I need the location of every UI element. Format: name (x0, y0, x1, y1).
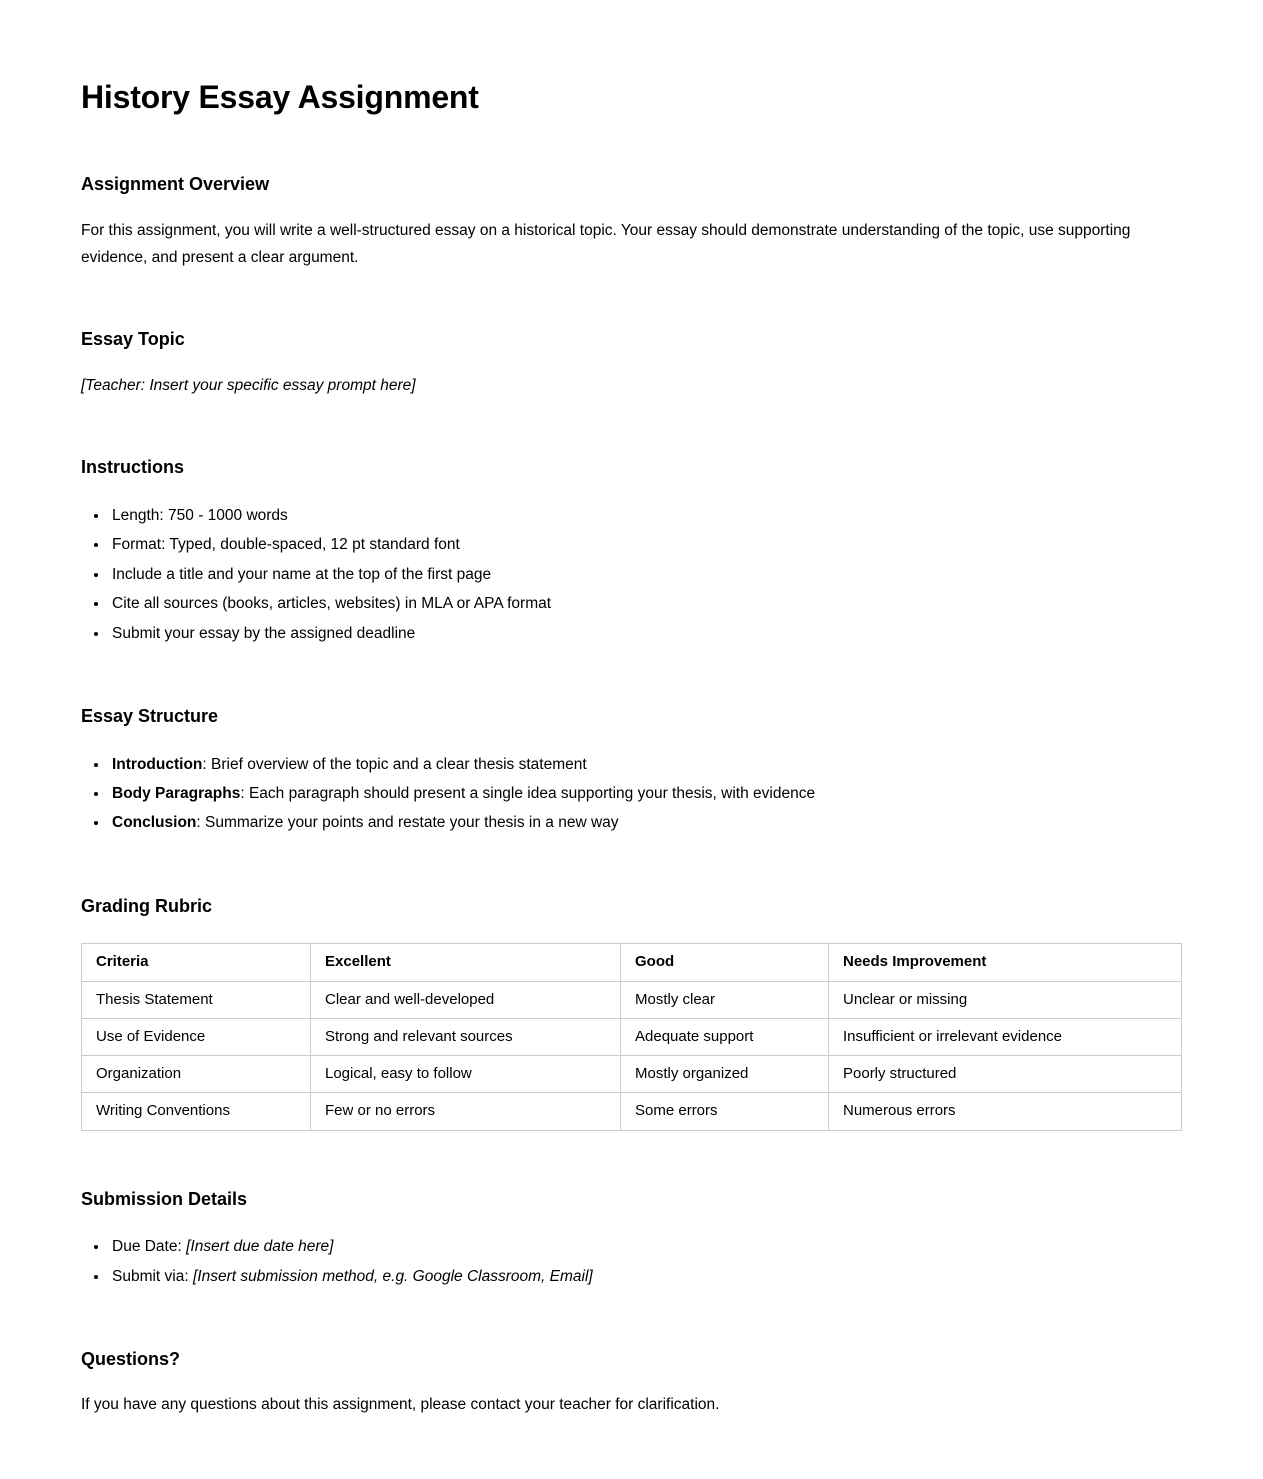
instructions-list (81, 501, 1181, 648)
list-item-text: : Brief overview of the topic and a clear thesis statement (202, 755, 587, 773)
questions-paragraph: If you have any questions about this assignment, please contact your teacher for clarification. (81, 1396, 720, 1414)
list-item-label: Submit via: (112, 1267, 193, 1285)
table-row (82, 1056, 1182, 1093)
section-heading-assignment-overview: Assignment Overview (81, 174, 270, 195)
column-header-needs-improvement: Needs Improvement (829, 944, 1182, 981)
cell-criteria: Thesis Statement (82, 981, 311, 1018)
list-item-value: [Insert submission method, e.g. Google Classroom, Email] (192, 1267, 593, 1285)
cell-needs-improvement: Poorly structured (829, 1056, 1182, 1093)
cell-needs-improvement: Insufficient or irrelevant evidence (829, 1018, 1182, 1055)
list-item-label: Due Date: (112, 1238, 187, 1256)
cell-excellent: Clear and well-developed (311, 981, 621, 1018)
list-item (109, 779, 1181, 808)
submission-details-list (81, 1232, 1181, 1291)
table-row (82, 981, 1182, 1018)
section-heading-essay-topic: Essay Topic (81, 329, 185, 350)
section-heading-grading-rubric: Grading Rubric (81, 895, 213, 916)
essay-structure-list (81, 750, 1181, 838)
column-header-good: Good (621, 944, 829, 981)
assignment-overview-paragraph: For this assignment, you will write a well-structured essay on a historical topic. Your essay should demonstrate understanding of the topic, use supporting evidence, and present a clear argument. (81, 221, 1131, 266)
cell-good: Some errors (621, 1093, 829, 1130)
column-header-criteria: Criteria (82, 944, 311, 981)
column-header-excellent: Excellent (311, 944, 621, 981)
list-item (109, 808, 1181, 837)
cell-criteria: Writing Conventions (82, 1093, 311, 1130)
cell-criteria: Organization (82, 1056, 311, 1093)
list-item-label: Conclusion (112, 814, 197, 832)
cell-excellent: Few or no errors (311, 1093, 621, 1130)
essay-topic-placeholder: [Teacher: Insert your specific essay prompt here] (81, 376, 416, 394)
list-item-value: [Insert due date here] (186, 1238, 334, 1256)
list-item: • Length: 750 - 1000 words (109, 501, 1181, 530)
list-item-text: : Each paragraph should present a single idea supporting your thesis, with evidence (240, 784, 816, 802)
section-heading-submission-details: Submission Details (81, 1188, 248, 1209)
table-header-row (82, 944, 1182, 981)
cell-good: Mostly organized (621, 1056, 829, 1093)
list-item (109, 1262, 1181, 1291)
cell-good: Mostly clear (621, 981, 829, 1018)
list-item (109, 750, 1181, 779)
section-heading-instructions: Instructions (81, 457, 185, 478)
list-item-text: : Summarize your points and restate your thesis in a new way (196, 814, 619, 832)
grading-rubric-table (81, 943, 1182, 1130)
list-item (109, 1232, 1181, 1261)
list-item: • Include a title and your name at the top of the first page (109, 560, 1181, 589)
cell-good: Adequate support (621, 1018, 829, 1055)
list-item-label: Body Paragraphs (112, 784, 241, 802)
list-item: • Format: Typed, double-spaced, 12 pt standard font (109, 530, 1181, 559)
list-item: • Submit your essay by the assigned deadline (109, 619, 1181, 648)
table-row (82, 1018, 1182, 1055)
section-heading-questions: Questions? (81, 1348, 181, 1369)
cell-criteria: Use of Evidence (82, 1018, 311, 1055)
list-item: • Cite all sources (books, articles, websites) in MLA or APA format (109, 589, 1181, 618)
section-heading-essay-structure: Essay Structure (81, 706, 219, 727)
page-title: History Essay Assignment (81, 79, 479, 115)
table-row (82, 1093, 1182, 1130)
cell-needs-improvement: Numerous errors (829, 1093, 1182, 1130)
list-item-label: Introduction (112, 755, 203, 773)
cell-needs-improvement: Unclear or missing (829, 981, 1182, 1018)
cell-excellent: Strong and relevant sources (311, 1018, 621, 1055)
cell-excellent: Logical, easy to follow (311, 1056, 621, 1093)
